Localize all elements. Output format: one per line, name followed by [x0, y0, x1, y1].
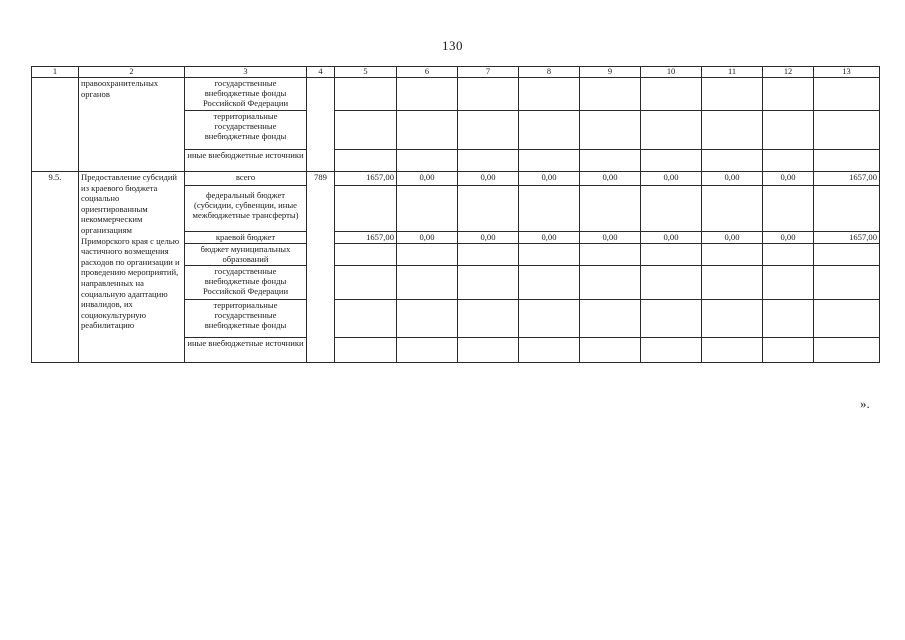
source-cell: иные внебюджетные источники [185, 150, 307, 172]
source-cell: краевой бюджет [185, 232, 307, 244]
source-cell: территориальные государственные внебюджетные фонды [185, 111, 307, 150]
value-cell: 1657,00 [814, 172, 880, 186]
source-cell: территориальные государственные внебюджетные фонды [185, 300, 307, 338]
col-header-6: 6 [397, 67, 458, 78]
item-name-cell: Предоставление субсидий из краевого бюджета социально ориентированным некоммерческим организациям Приморского края с целью частичного возмещения расходов по организации и проведению мероприятий, направленных на социальную адаптацию инвалидов, их социокультурную реабилитацию [79, 172, 185, 363]
col-header-12: 12 [763, 67, 814, 78]
source-cell: иные внебюджетные источники [185, 338, 307, 363]
value-cell: 0,00 [519, 172, 580, 186]
value-cell: 0,00 [580, 172, 641, 186]
col-header-2: 2 [79, 67, 185, 78]
col-header-1: 1 [32, 67, 79, 78]
value-cell: 0,00 [702, 232, 763, 244]
col-header-7: 7 [458, 67, 519, 78]
closing-quote-mark: ». [860, 396, 870, 411]
code-cell [307, 78, 335, 172]
value-cell: 0,00 [519, 232, 580, 244]
value-cell: 0,00 [458, 172, 519, 186]
source-cell: бюджет муниципальных образований [185, 244, 307, 266]
source-cell: всего [185, 172, 307, 186]
header-row [32, 67, 880, 78]
col-header-3: 3 [185, 67, 307, 78]
item-name-cell: правоохранительных органов [79, 78, 185, 172]
table-row [32, 78, 880, 111]
col-header-9: 9 [580, 67, 641, 78]
source-cell: федеральный бюджет (субсидии, субвенции, иные межбюджетные трансферты) [185, 186, 307, 232]
value-cell: 0,00 [397, 172, 458, 186]
value-cell: 1657,00 [335, 232, 397, 244]
value-cell: 1657,00 [814, 232, 880, 244]
value-cell: 0,00 [641, 172, 702, 186]
col-header-10: 10 [641, 67, 702, 78]
page-number: 130 [442, 38, 463, 53]
value-cell: 1657,00 [335, 172, 397, 186]
value-cell: 0,00 [641, 232, 702, 244]
value-cell: 0,00 [763, 172, 814, 186]
value-cell: 0,00 [580, 232, 641, 244]
value-cell: 0,00 [702, 172, 763, 186]
col-header-11: 11 [702, 67, 763, 78]
value-cell: 0,00 [397, 232, 458, 244]
col-header-5: 5 [335, 67, 397, 78]
col-header-4: 4 [307, 67, 335, 78]
value-cell: 0,00 [458, 232, 519, 244]
source-cell: государственные внебюджетные фонды Российской Федерации [185, 78, 307, 111]
value-cell: 0,00 [763, 232, 814, 244]
budget-table [31, 66, 880, 363]
item-number-cell: 9.5. [32, 172, 79, 363]
col-header-13: 13 [814, 67, 880, 78]
source-cell: государственные внебюджетные фонды Российской Федерации [185, 266, 307, 300]
code-cell: 789 [307, 172, 335, 363]
table-row [32, 172, 880, 186]
col-header-8: 8 [519, 67, 580, 78]
item-number-cell [32, 78, 79, 172]
